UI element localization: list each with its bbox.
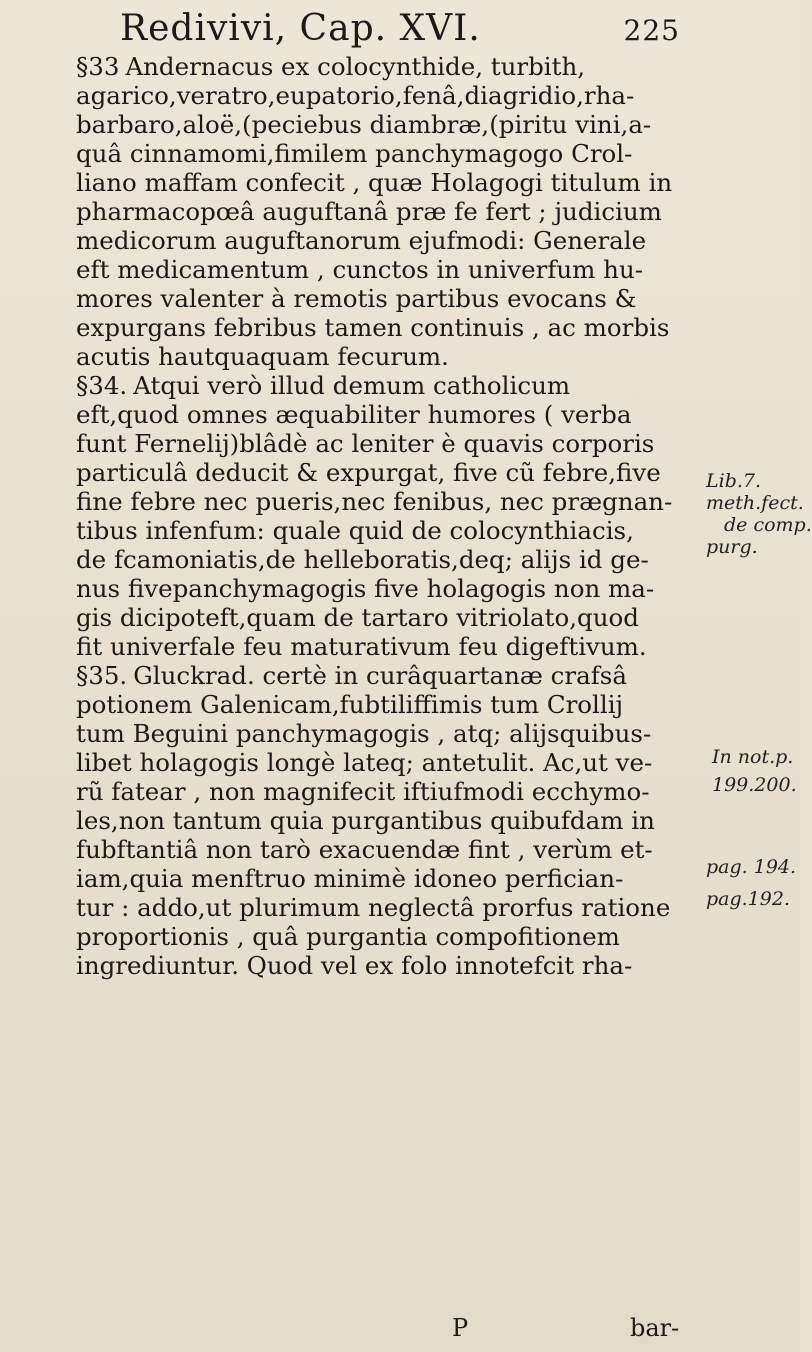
line-text: tum Beguini panchymagogis , atq; alijsquibus-	[76, 719, 652, 748]
line-text: proportionis , quâ purgantia compofitionem	[76, 922, 620, 951]
text-line	[76, 922, 706, 951]
text-line	[76, 516, 706, 545]
line-text: libet holagogis longè lateq; antetulit. Ac,ut ve-	[76, 748, 653, 777]
margin-note-pag194: pag. 194.	[706, 856, 797, 878]
text-line	[76, 951, 706, 980]
text-line	[76, 226, 706, 255]
paragraph-number: §34.	[76, 371, 128, 400]
paragraph-number: §33	[76, 52, 120, 81]
line-text: nus fivepanchymagogis five holagogis non ma-	[76, 574, 655, 603]
line-text: eft medicamentum , cunctos in univerfum hu-	[76, 255, 644, 284]
text-line	[76, 197, 706, 226]
text-line	[76, 81, 706, 110]
text-line	[76, 487, 706, 516]
line-text: Atqui verò illud demum catholicum	[133, 371, 571, 400]
line-text: rũ fatear , non magnifecit iftiufmodi ecchymo-	[76, 777, 650, 806]
running-title: Redivivi, Cap. XVI.	[120, 8, 481, 49]
text-line	[76, 429, 706, 458]
text-line	[76, 690, 706, 719]
text-line	[76, 632, 706, 661]
line-text: iam,quia menftruo minimè idoneo perfician-	[76, 864, 624, 893]
text-line	[76, 458, 706, 487]
page-footer	[0, 1314, 800, 1344]
line-text: eft,quod omnes æquabiliter humores ( verba	[76, 400, 632, 429]
line-text: les,non tantum quia purgantibus quibufdam in	[76, 806, 655, 835]
page-number: 225	[623, 14, 680, 47]
line-text: gis dicipoteft,quam de tartaro vitriolato,quod	[76, 603, 639, 632]
signature-mark: P	[452, 1314, 469, 1342]
text-line	[76, 806, 706, 835]
text-line	[76, 777, 706, 806]
line-text: Andernacus ex colocynthide, turbith,	[125, 52, 586, 81]
text-line	[76, 545, 706, 574]
text-line	[76, 893, 706, 922]
line-text: agarico,veratro,eupatorio,fenâ,diagridio,rha-	[76, 81, 635, 110]
text-line	[76, 342, 706, 371]
line-text: Gluckrad. certè in curâquartanæ crafsâ	[133, 661, 627, 690]
paragraph-number: §35.	[76, 661, 128, 690]
text-line	[76, 719, 706, 748]
text-line	[76, 574, 706, 603]
line-text: medicorum auguftanorum ejufmodi: Generale	[76, 226, 647, 255]
text-line	[76, 52, 706, 81]
text-line	[76, 371, 706, 400]
text-line	[76, 864, 706, 893]
line-text: mores valenter à remotis partibus evocans &	[76, 284, 637, 313]
line-text: barbaro,aloë,(peciebus diambræ,(piritu vini,a-	[76, 110, 652, 139]
text-line	[76, 661, 706, 690]
line-text: potionem Galenicam,fubtiliffimis tum Crollij	[76, 690, 624, 719]
text-line	[76, 255, 706, 284]
line-text: pharmacopœâ auguftanâ præ fe fert ; judicium	[76, 197, 662, 226]
line-text: tur : addo,ut plurimum neglectâ prorfus ratione	[76, 893, 671, 922]
text-line	[76, 168, 706, 197]
text-line	[76, 748, 706, 777]
text-line	[76, 110, 706, 139]
line-text: fubftantiâ non tarò exacuendæ fint , verùm et-	[76, 835, 653, 864]
margin-note-in-not: In not.p. 199.200.	[712, 746, 797, 796]
text-line	[76, 313, 706, 342]
line-text: acutis hautquaquam fecurum.	[76, 342, 449, 371]
margin-note-pag192: pag.192.	[706, 888, 790, 910]
line-text: tibus infenfum: quale quid de colocynthiacis,	[76, 516, 634, 545]
line-text: particulâ deducit & expurgat, five cũ febre,five	[76, 458, 661, 487]
body-text	[76, 52, 706, 980]
line-text: quâ cinnamomi,fimilem panchymagogo Crol-	[76, 139, 633, 168]
text-line	[76, 603, 706, 632]
line-text: ingrediuntur. Quod vel ex folo innotefcit rha-	[76, 951, 633, 980]
text-line	[76, 400, 706, 429]
page-header	[120, 8, 680, 52]
text-line	[76, 835, 706, 864]
margin-note-lib7: Lib.7. meth.fect. de comp. purg.	[706, 470, 812, 558]
line-text: funt Fernelij)blâdè ac leniter è quavis corporis	[76, 429, 655, 458]
text-line	[76, 284, 706, 313]
line-text: expurgans febribus tamen continuis , ac morbis	[76, 313, 670, 342]
line-text: fine febre nec pueris,nec fenibus, nec prægnan-	[76, 487, 673, 516]
line-text: liano maffam confecit , quæ Holagogi titulum in	[76, 168, 673, 197]
line-text: de fcamoniatis,de helleboratis,deq; alijs id ge-	[76, 545, 649, 574]
catchword: bar-	[630, 1314, 680, 1342]
text-line	[76, 139, 706, 168]
line-text: fit univerfale feu maturativum feu digeftivum.	[76, 632, 647, 661]
